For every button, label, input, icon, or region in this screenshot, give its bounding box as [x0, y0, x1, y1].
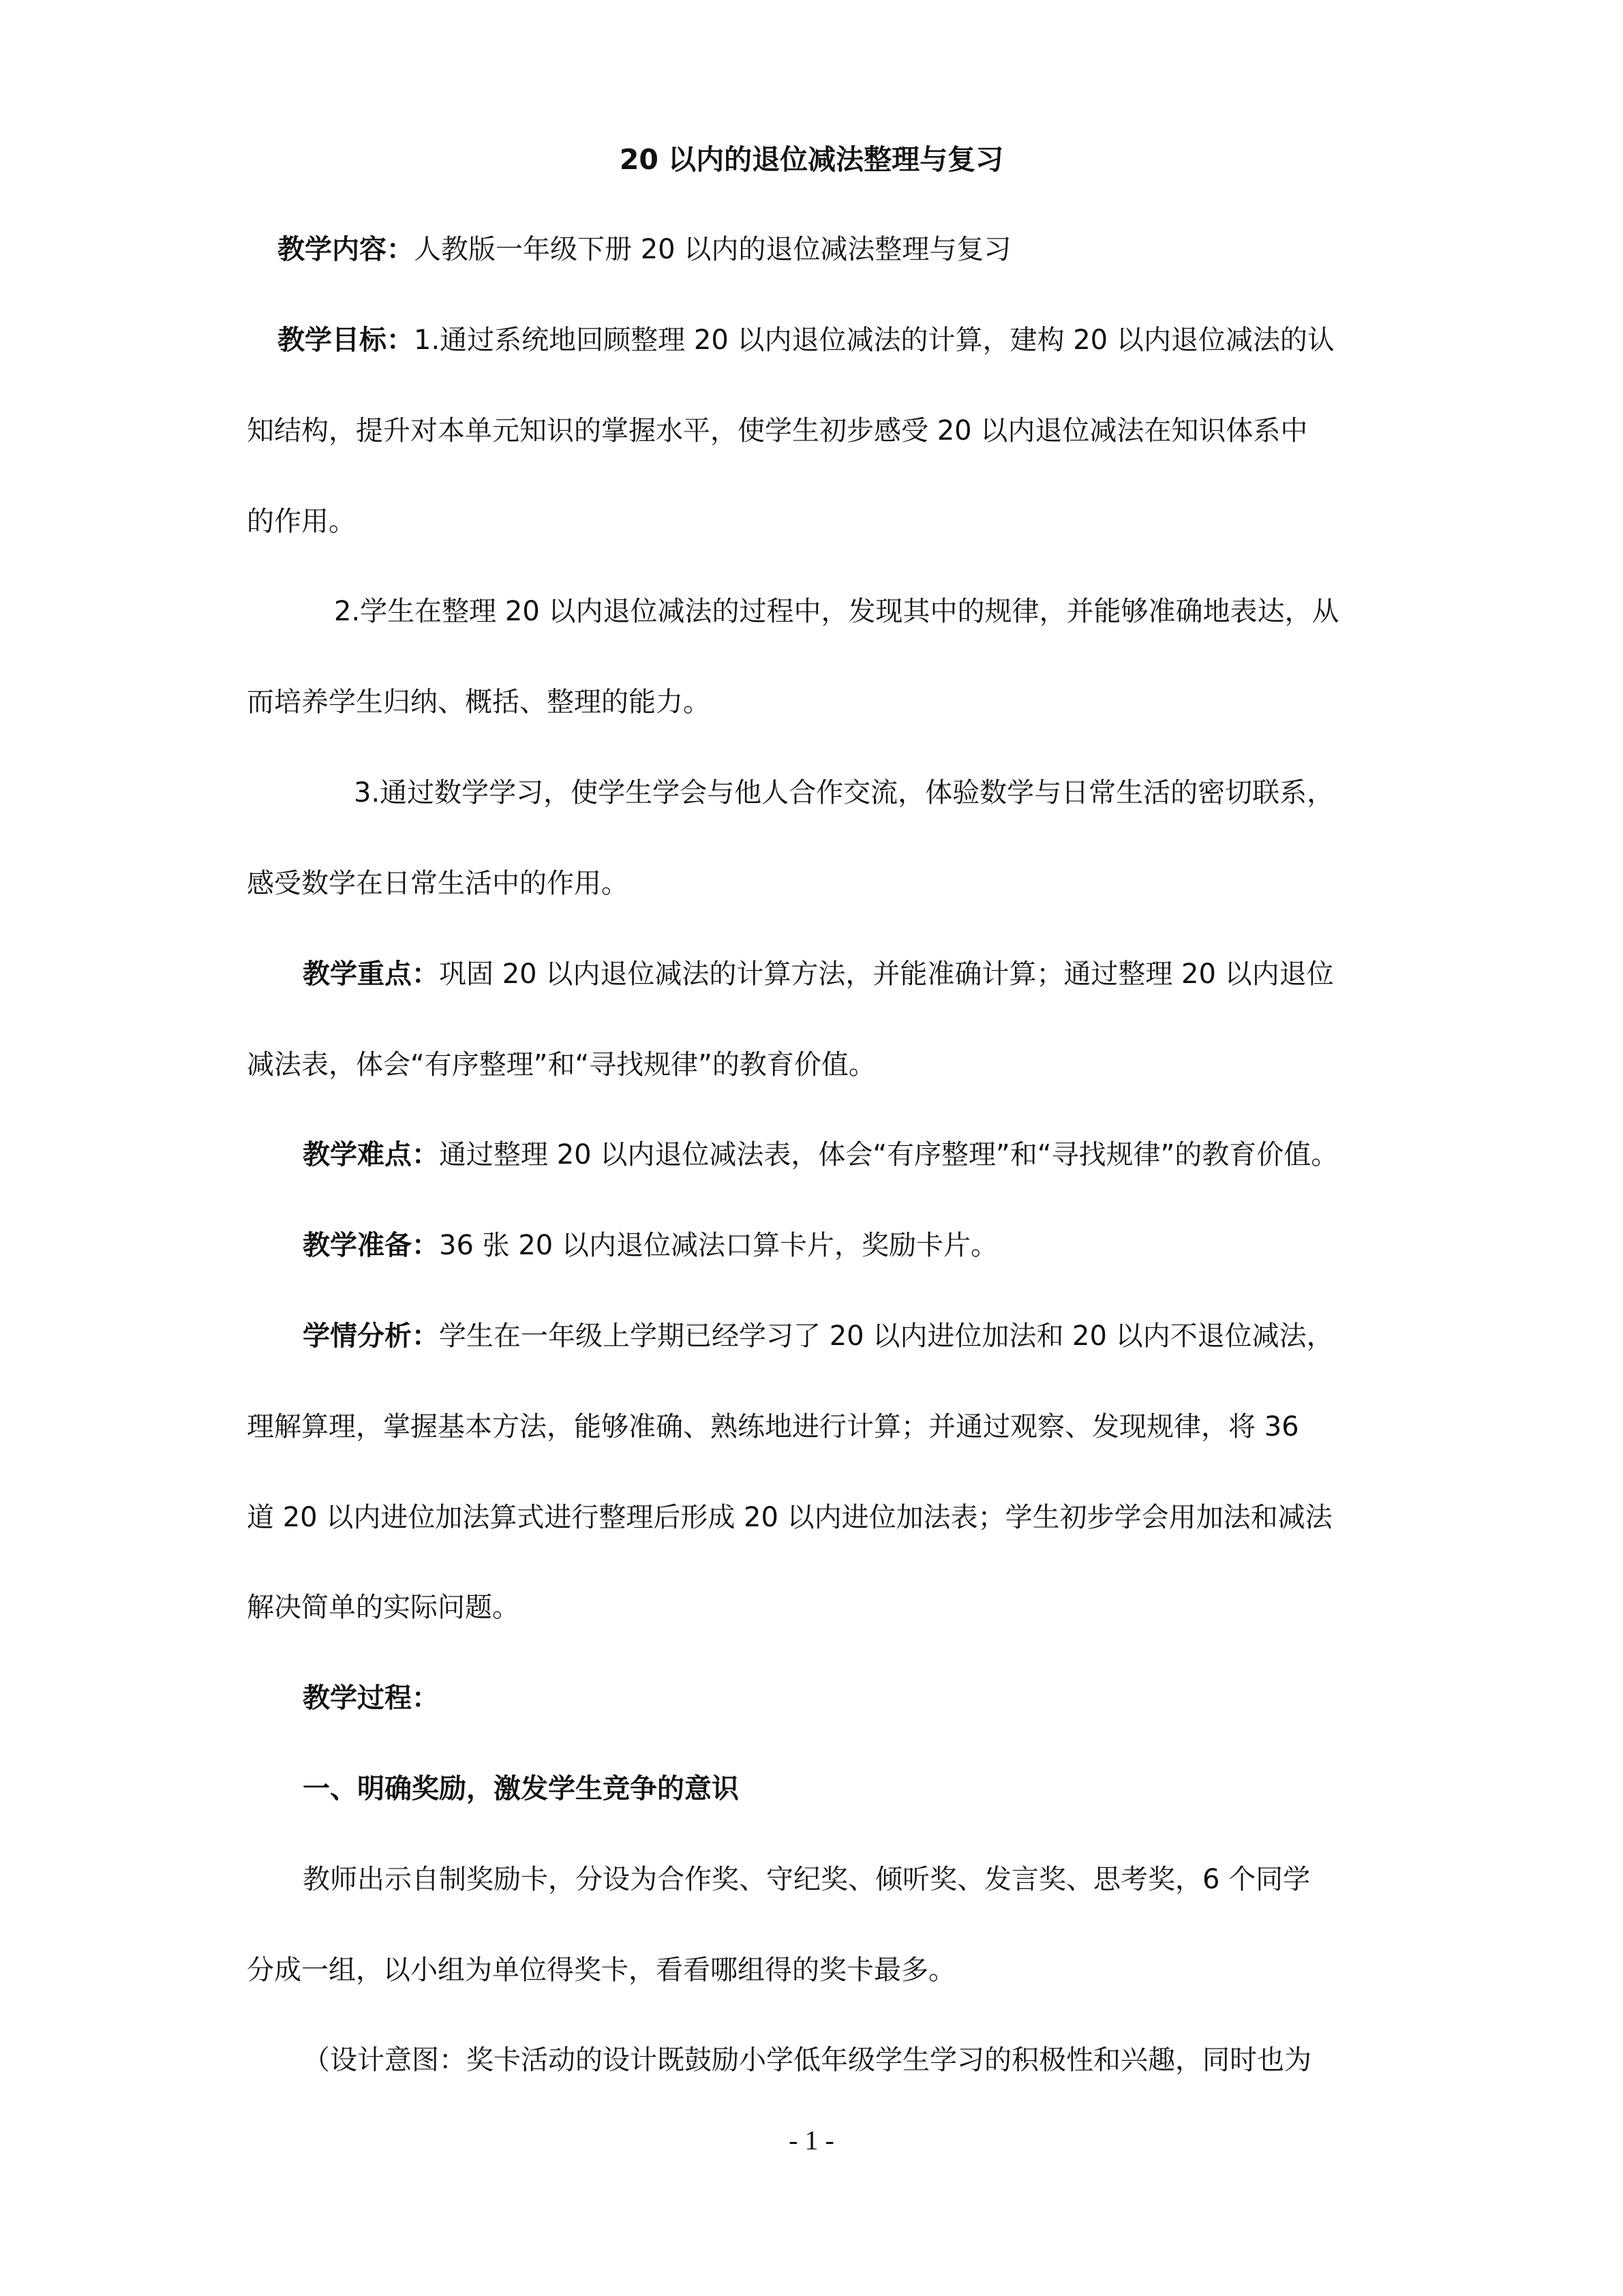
analysis-label: 学情分析： — [303, 1320, 439, 1352]
teaching-content-label: 教学内容： — [277, 234, 414, 265]
teaching-content — [277, 230, 1378, 269]
analysis-line-2: 理解算理，掌握基本方法，能够准确、熟练地进行计算；并通过观察、发现规律，将 36 — [247, 1411, 1299, 1442]
difficulties-label: 教学难点： — [303, 1139, 439, 1170]
difficulties — [303, 1136, 1378, 1174]
teaching-goals-text-1: 1.通过系统地回顾整理 20 以内退位减法的计算，建构 20 以内退位减法的认 — [414, 324, 1335, 356]
goal-2-line-2: 而培养学生归纳、概括、整理的能力。 — [247, 686, 710, 718]
teaching-content-text: 人教版一年级下册 20 以内的退位减法整理与复习 — [414, 234, 1012, 265]
key-points-label: 教学重点： — [303, 958, 439, 990]
goal-3-line-2: 感受数学在日常生活中的作用。 — [247, 868, 628, 899]
key-points-line-2: 减法表，体会“有序整理”和“寻找规律”的教育价值。 — [247, 1049, 876, 1081]
difficulties-text: 通过整理 20 以内退位减法表，体会“有序整理”和“寻找规律”的教育价值。 — [439, 1139, 1339, 1170]
analysis-line-4: 解决简单的实际问题。 — [247, 1592, 519, 1623]
analysis-text-1: 学生在一年级上学期已经学习了 20 以内进位加法和 20 以内不退位减法， — [439, 1320, 1334, 1352]
preparation — [303, 1226, 1378, 1265]
preparation-text: 36 张 20 以内退位减法口算卡片，奖励卡片。 — [439, 1230, 998, 1261]
section-1-para-1-line-2: 分成一组，以小组为单位得奖卡，看看哪组得的奖卡最多。 — [247, 1954, 956, 1986]
section-1-para-1-line-1: 教师出示自制奖励卡，分设为合作奖、守纪奖、倾听奖、发言奖、思考奖，6 个同学 — [303, 1864, 1311, 1895]
goal-2-line-1: 2.学生在整理 20 以内退位减法的过程中，发现其中的规律，并能够准确地表达，从 — [334, 596, 1339, 627]
analysis-line-3: 道 20 以内进位加法算式进行整理后形成 20 以内进位加法表；学生初步学会用加法和减法 — [247, 1502, 1333, 1533]
section-1-heading: 一、明确奖励，激发学生竞争的意识 — [303, 1773, 739, 1804]
teaching-goals-line-3: 的作用。 — [247, 506, 356, 537]
teaching-goals-line-1 — [277, 321, 1378, 359]
teaching-goals-line-2: 知结构，提升对本单元知识的掌握水平，使学生初步感受 20 以内退位减法在知识体系中 — [247, 415, 1308, 447]
preparation-label: 教学准备： — [303, 1230, 439, 1261]
analysis-line-1 — [303, 1317, 1378, 1355]
key-points-line-1 — [303, 955, 1378, 993]
page-number: - 1 - — [789, 2125, 834, 2156]
goal-3-line-1: 3.通过数学学习，使学生学会与他人合作交流，体验数学与日常生活的密切联系， — [354, 777, 1335, 809]
process-label: 教学过程： — [303, 1682, 439, 1714]
page-title: 20 以内的退位减法整理与复习 — [619, 143, 1004, 176]
key-points-text-1: 巩固 20 以内退位减法的计算方法，并能准确计算；通过整理 20 以内退位 — [439, 958, 1334, 990]
teaching-goals-label: 教学目标： — [277, 324, 414, 356]
section-1-para-2-line-1: （设计意图：奖卡活动的设计既鼓励小学低年级学生学习的积极性和兴趣，同时也为 — [303, 2044, 1311, 2076]
